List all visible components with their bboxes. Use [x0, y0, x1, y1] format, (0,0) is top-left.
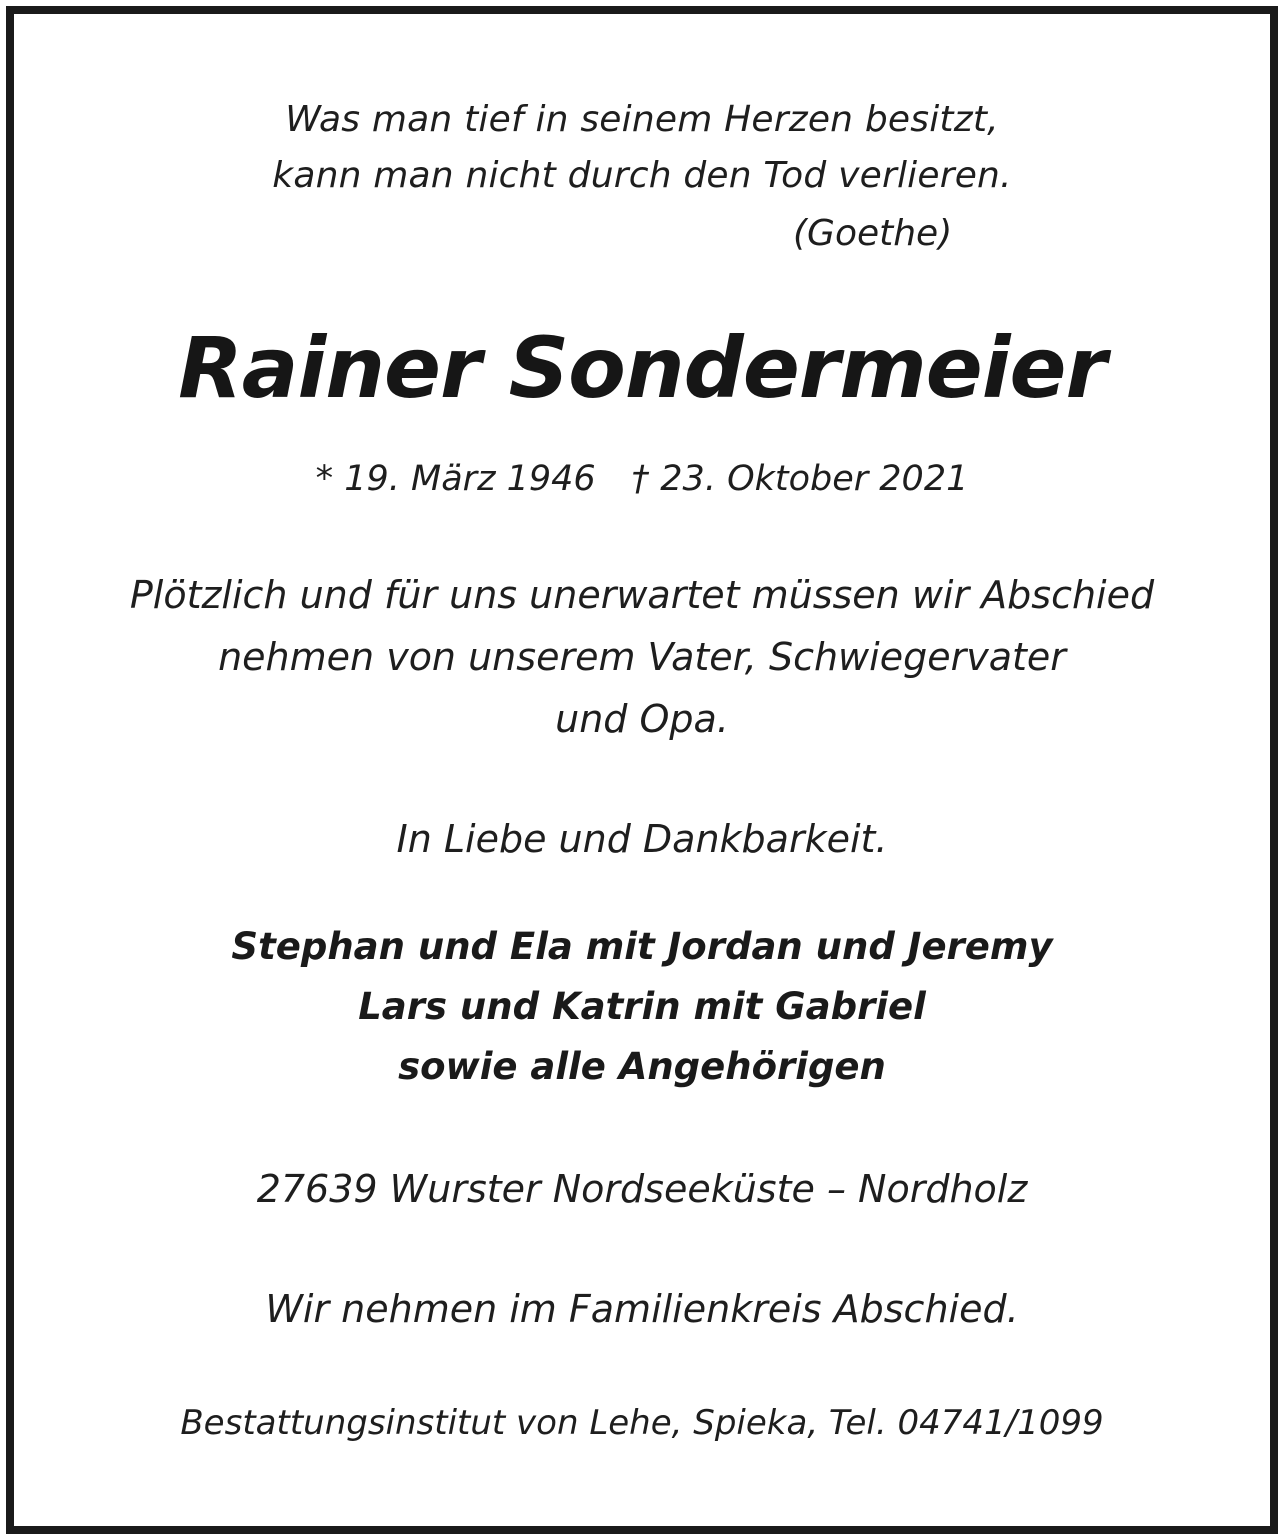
undertaker-line: Bestattungsinstitut von Lehe, Spieka, Tel. 04741/1099 — [180, 1403, 1104, 1443]
location-line: 27639 Wurster Nordseeküste – Nordholz — [256, 1167, 1028, 1211]
family-line-3: sowie alle Angehörigen — [398, 1045, 886, 1088]
quote-line-2: kann man nicht durch den Tod verlieren. — [272, 155, 1012, 196]
life-dates — [14, 459, 1270, 499]
closing-line: In Liebe und Dankbarkeit. — [396, 817, 888, 861]
birth-date: * 19. März 1946 — [315, 459, 596, 499]
message-line-2: nehmen von unserem Vater, Schwiegervater — [218, 635, 1066, 679]
death-date: † 23. Oktober 2021 — [631, 459, 969, 499]
message-line-3: und Opa. — [555, 697, 729, 741]
farewell-note: Wir nehmen im Familienkreis Abschied. — [265, 1287, 1019, 1331]
quote-line-1: Was man tief in seinem Herzen besitzt, — [285, 99, 999, 140]
quote-author: (Goethe) — [793, 213, 953, 254]
family-line-1: Stephan und Ela mit Jordan und Jeremy — [231, 925, 1053, 968]
family-line-2: Lars und Katrin mit Gabriel — [358, 985, 926, 1028]
message-line-1: Plötzlich und für uns unerwartet müssen wir Abschied — [129, 573, 1155, 617]
deceased-name: Rainer Sondermeier — [178, 319, 1106, 417]
obituary-notice — [6, 6, 1278, 1534]
